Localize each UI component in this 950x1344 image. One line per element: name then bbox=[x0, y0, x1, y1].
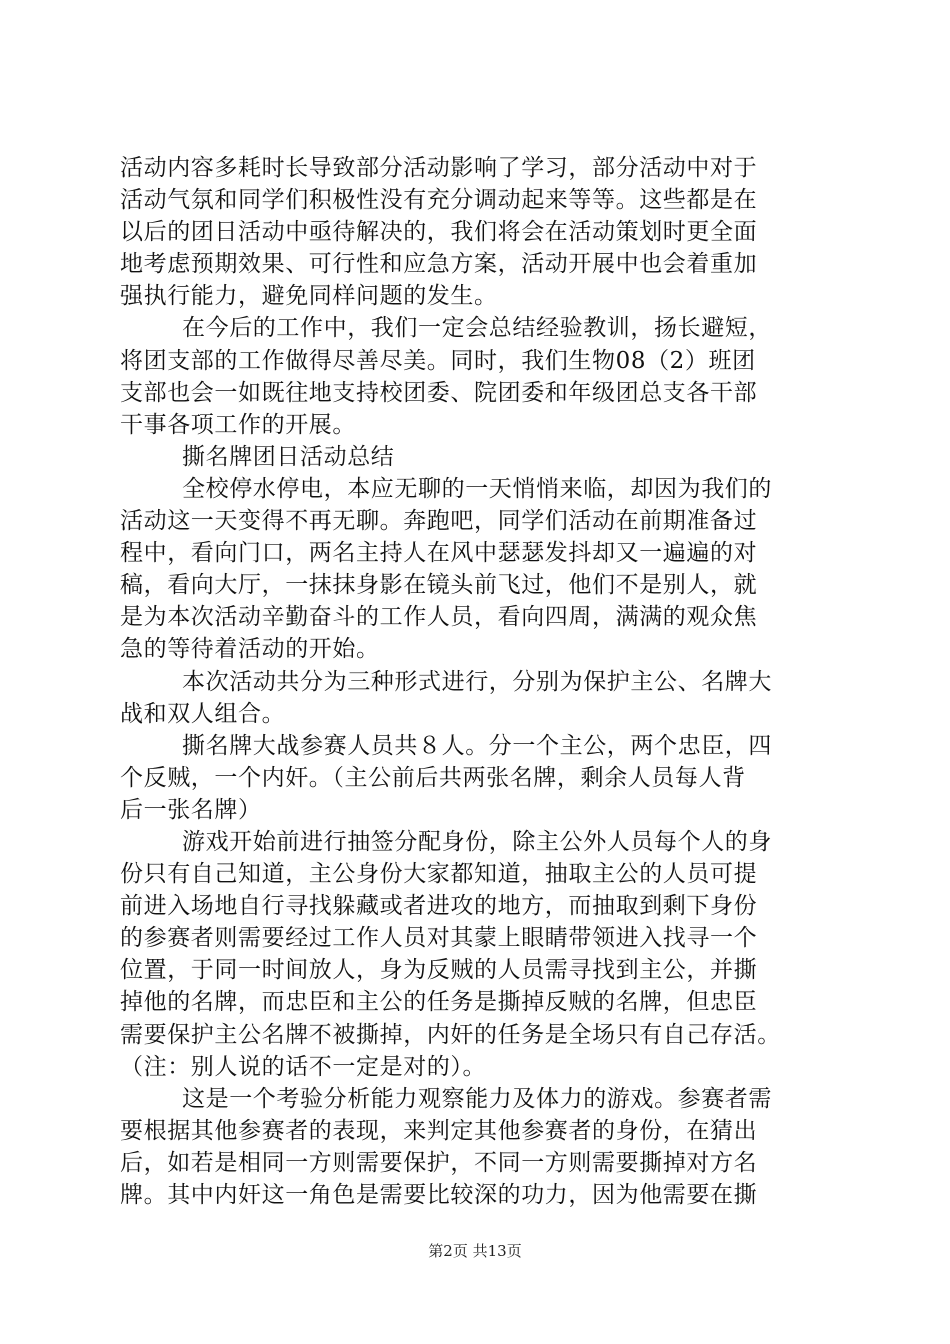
text-line: 活动这一天变得不再无聊。奔跑吧，同学们活动在前期准备过 bbox=[120, 508, 758, 535]
text-line: 急的等待着活动的开始。 bbox=[120, 636, 380, 663]
text-line: 这是一个考验分析能力观察能力及体力的游戏。参赛者需 bbox=[182, 1085, 772, 1112]
text-line: 本次活动共分为三种形式进行，分别为保护主公、名牌大 bbox=[182, 668, 772, 695]
text-line: 后，如若是相同一方则需要保护，不同一方则需要撕掉对方名 bbox=[120, 1149, 758, 1176]
text-line: 活动气氛和同学们积极性没有充分调动起来等等。这些都是在 bbox=[120, 187, 758, 214]
text-line: （注：别人说的话不一定是对的）。 bbox=[120, 1053, 487, 1080]
text-line: 全校停水停电，本应无聊的一天悄悄来临，却因为我们的 bbox=[182, 475, 772, 502]
text-line: 程中，看向门口，两名主持人在风中瑟瑟发抖却又一遍遍的对 bbox=[120, 540, 758, 567]
text-line: 需要保护主公名牌不被撕掉，内奸的任务是全场只有自己存活。 bbox=[120, 1021, 781, 1048]
text-line: 强执行能力，避免同样问题的发生。 bbox=[120, 283, 498, 310]
text-line: 地考虑预期效果、可行性和应急方案，活动开展中也会着重加 bbox=[120, 251, 758, 278]
text-line: 要根据其他参赛者的表现，来判定其他参赛者的身份，在猜出 bbox=[120, 1117, 758, 1144]
text-line: 战和双人组合。 bbox=[120, 700, 286, 727]
text-line: 将团支部的工作做得尽善尽美。同时，我们生物08（2）班团 bbox=[120, 347, 756, 374]
text-line: 稿，看向大厅，一抹抹身影在镜头前飞过，他们不是别人，就 bbox=[120, 572, 758, 599]
text-line: 活动内容多耗时长导致部分活动影响了学习，部分活动中对于 bbox=[120, 155, 758, 181]
document-body bbox=[120, 152, 840, 1211]
text-line: 游戏开始前进行抽签分配身份，除主公外人员每个人的身 bbox=[182, 828, 772, 855]
text-line: 位置，于同一时间放人，身为反贼的人员需寻找到主公，并撕 bbox=[120, 957, 758, 984]
text-line: 撕名牌大战参赛人员共８人。分一个主公，两个忠臣，四 bbox=[182, 732, 772, 759]
text-line: 以后的团日活动中亟待解决的，我们将会在活动策划时更全面 bbox=[120, 219, 758, 246]
text-line: 支部也会一如既往地支持校团委、院团委和年级团总支各干部 bbox=[120, 379, 758, 406]
text-line: 的参赛者则需要经过工作人员对其蒙上眼睛带领进入找寻一个 bbox=[120, 925, 758, 952]
text-line: 前进入场地自行寻找躲藏或者进攻的地方，而抽取到剩下身份 bbox=[120, 893, 758, 920]
page-footer: 第2页 共13页 bbox=[428, 1242, 522, 1260]
text-line: 掉他的名牌，而忠臣和主公的任务是撕掉反贼的名牌，但忠臣 bbox=[120, 989, 758, 1016]
text-line: 在今后的工作中，我们一定会总结经验教训，扬长避短， bbox=[182, 315, 772, 342]
text-line: 是为本次活动辛勤奋斗的工作人员，看向四周，满满的观众焦 bbox=[120, 604, 758, 631]
text-line: 撕名牌团日活动总结 bbox=[182, 443, 395, 470]
text-line: 后一张名牌） bbox=[120, 796, 262, 823]
text-line: 份只有自己知道，主公身份大家都知道，抽取主公的人员可提 bbox=[120, 861, 758, 888]
text-line: 干事各项工作的开展。 bbox=[120, 411, 356, 438]
text-line: 个反贼，一个内奸。（主公前后共两张名牌，剩余人员每人背 bbox=[120, 764, 746, 791]
text-line: 牌。其中内奸这一角色是需要比较深的功力，因为他需要在撕 bbox=[120, 1182, 758, 1208]
